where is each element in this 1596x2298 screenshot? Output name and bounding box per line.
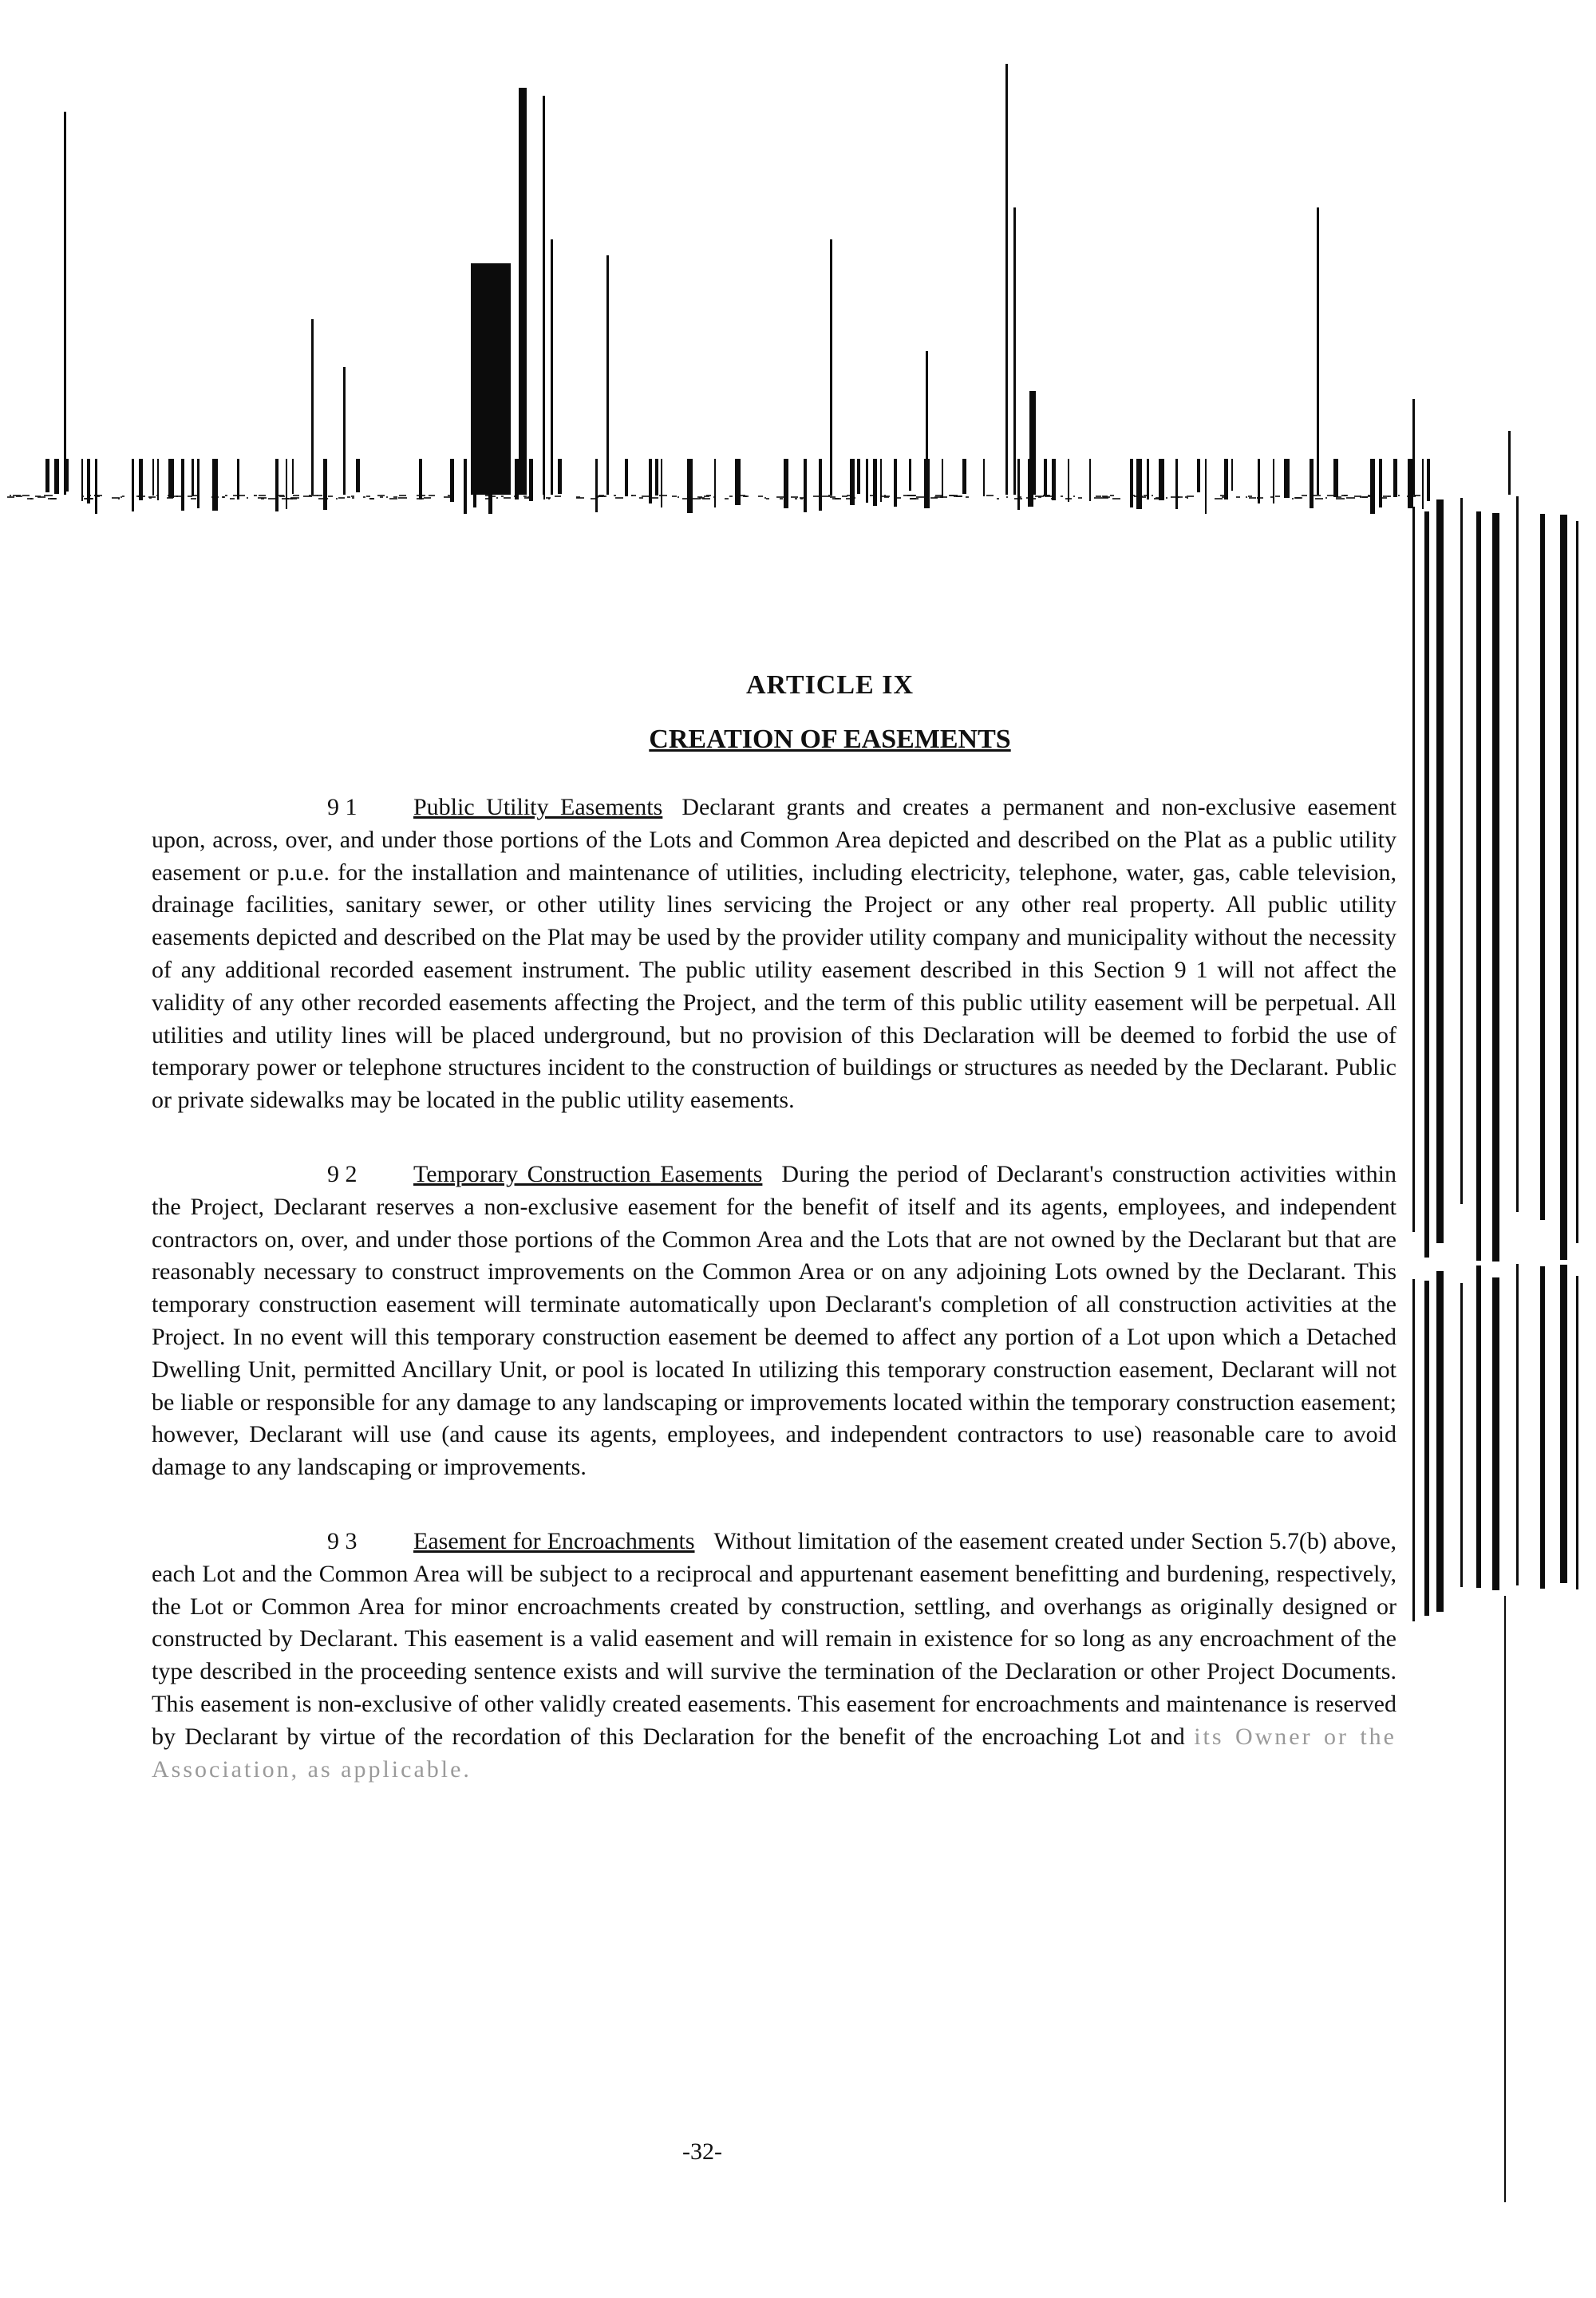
scan-bar <box>1436 1271 1444 1612</box>
scan-bar <box>1460 1283 1463 1587</box>
section-body: Declarant grants and creates a permanent and non-exclusive easement upon, across, over, and under those portions of the Lots and Common Area depicted and described on the Plat as a public utility easement or p.u.e. for the installation and maintenance of utilities, including electricity, telephone, water, gas, cable television, drainage facilities, sanitary sewer, or other utility lines servicing the Project or any other real property. All public utility easements depicted and described on the Plat may be used by the provider utility company and municipality without the necessity of any additional recorded easement instrument. The public utility easement described in this Section 9 1 will not affect the validity of any other recorded easements affecting the Project, and the term of this public utility easement will be perpetual. All utilities and utility lines will be placed underground, but no provision of this Declaration will be deemed to forbid the use of temporary power or telephone structures incident to the construction of buildings or structures as needed by the Declarant. Public or private sidewalks may be located in the public utility easements. <box>152 794 1396 1114</box>
scan-bar <box>1476 511 1481 1261</box>
scan-bar <box>1576 1276 1578 1589</box>
section-number: 9 3 <box>327 1527 358 1554</box>
scan-bar <box>1424 1281 1429 1616</box>
article-heading: ARTICLE IX <box>745 670 914 700</box>
scan-bar <box>1460 498 1463 1204</box>
scan-bar <box>1476 1265 1481 1588</box>
section-9-1 <box>152 792 1396 1117</box>
section-9-3 <box>152 1526 1396 1786</box>
scan-bar <box>1540 514 1545 1220</box>
scan-bar <box>1412 1279 1415 1621</box>
scan-bar <box>1412 507 1415 1232</box>
section-number: 9 2 <box>327 1160 358 1187</box>
article-title: CREATION OF EASEMENTS <box>649 725 1011 754</box>
page-number: -32- <box>682 2138 722 2165</box>
scan-bar <box>1516 1264 1519 1585</box>
scan-bar <box>1504 1596 1506 2202</box>
scan-bar <box>1540 1266 1545 1589</box>
scan-bar <box>1576 521 1578 1243</box>
section-9-2 <box>152 1159 1396 1484</box>
faded-text: its Owner or the Association, as applicable. <box>152 1723 1396 1783</box>
scan-bar <box>1492 513 1499 1262</box>
scan-bar <box>1436 499 1444 1243</box>
scan-bar <box>1492 1277 1499 1590</box>
document-body <box>152 670 1396 1827</box>
section-number: 9 1 <box>327 794 358 820</box>
section-heading: Temporary Construction Easements <box>413 1160 763 1187</box>
section-heading: Public Utility Easements <box>413 794 663 820</box>
scan-bar <box>1560 1265 1567 1583</box>
scan-bar <box>1424 511 1429 1258</box>
section-body: Without limitation of the easement created under Section 5.7(b) above, each Lot and the Common Area will be subject to a reciprocal and appurtenant easement benefitting and burdening, respectively, the Lot or Common Area for minor encroachments created by construction, settling, and overhangs as originally designed or constructed by Declarant. This easement is a valid easement and will remain in existence for so long as any encroachment of the type described in the proceeding sentence exists and will survive the termination of the Declaration or other Project Documents. This easement is non-exclusive of other validly created easements. This easement for encroachments and maintenance is reserved by Declarant by virtue of the recordation of this Declaration for the benefit of the encroaching Lot and <box>152 1527 1396 1750</box>
scan-bar <box>1560 515 1567 1260</box>
section-body: During the period of Declarant's construction activities within the Project, Declarant reserves a non-exclusive easement for the benefit of itself and its agents, employees, and independent contractors on, over, and under those portions of the Common Area and the Lots that are not owned by the Declarant but that are reasonably necessary to construct improvements on the Common Area or on any adjoining Lots owned by the Declarant. This temporary construction easement will terminate automatically upon Declarant's completion of all construction activities at the Project. In no event will this temporary construction easement be deemed to affect any portion of a Lot upon which a Detached Dwelling Unit, permitted Ancillary Unit, or pool is located In utilizing this temporary construction easement, Declarant will not be liable or responsible for any damage to any landscaping or improvements located within the temporary construction easement; however, Declarant will use (and cause its agents, employees, and independent contractors to use) reasonable care to avoid damage to any landscaping or improvements. <box>152 1160 1396 1481</box>
section-heading: Easement for Encroachments <box>413 1527 695 1554</box>
scan-bar <box>1516 496 1519 1212</box>
